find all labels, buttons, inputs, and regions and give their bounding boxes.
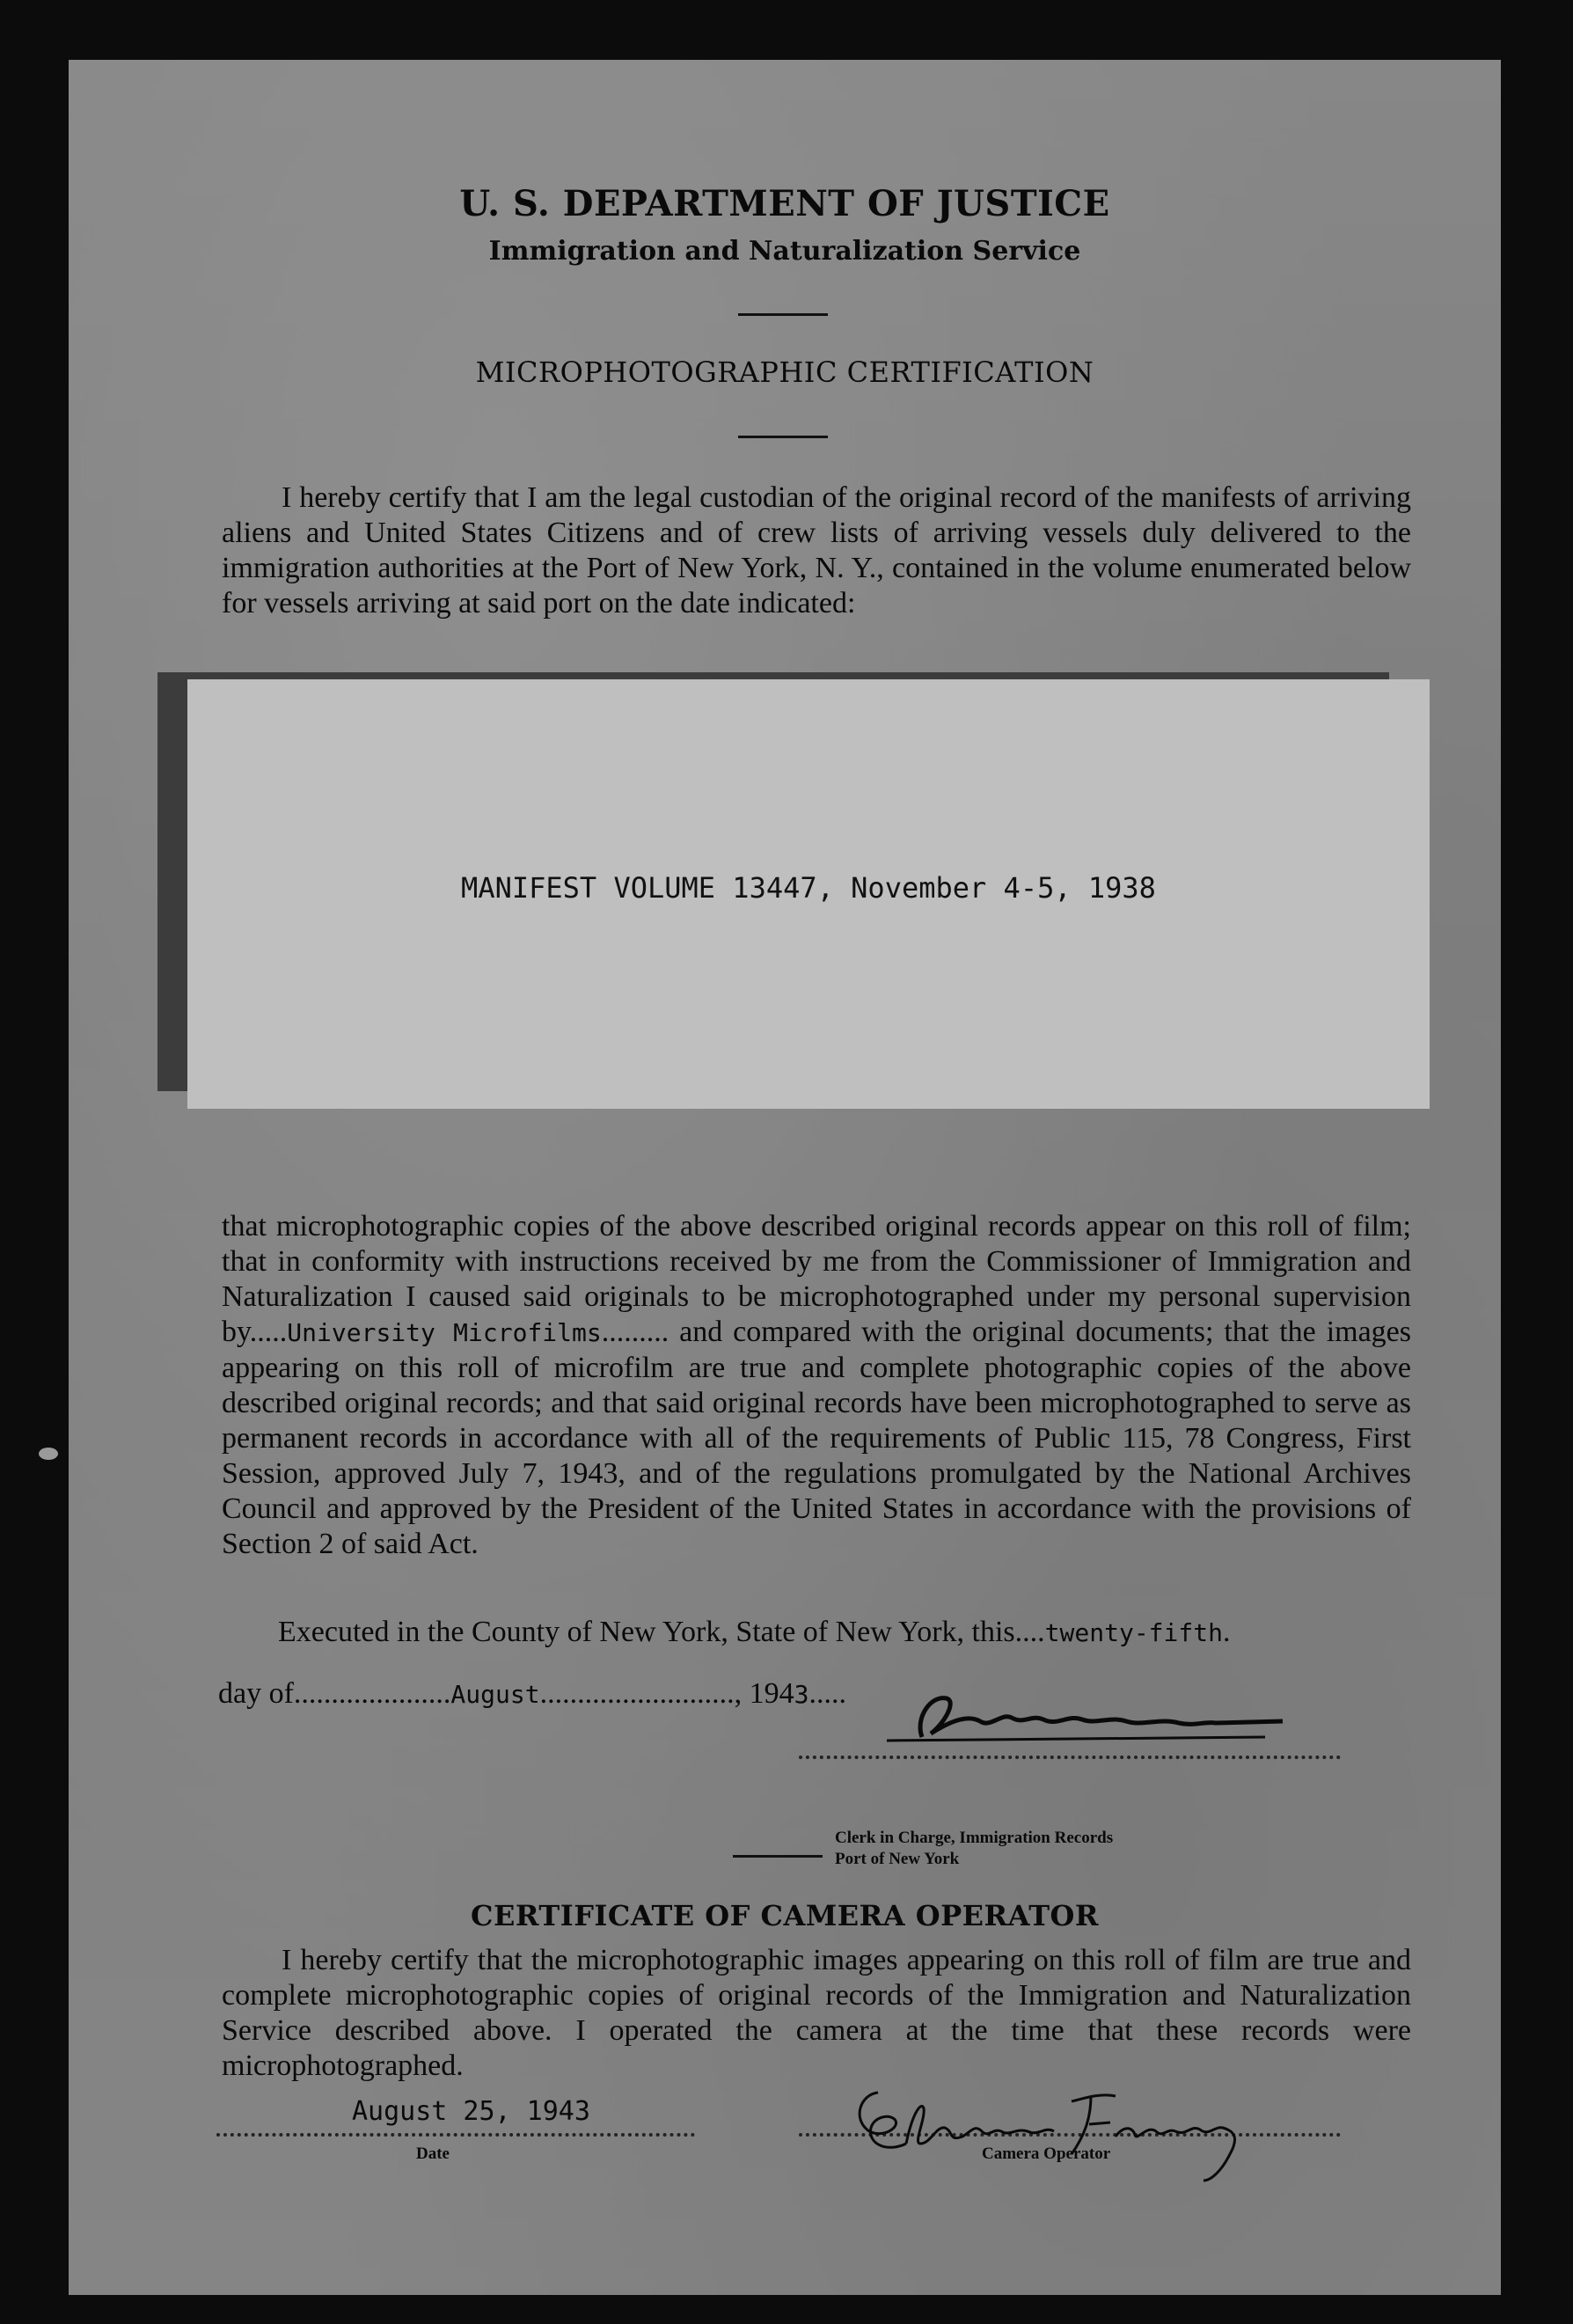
certification-title: MICROPHOTOGRAPHIC CERTIFICATION: [475, 356, 1094, 389]
clerk-caption-line2: Port of New York: [835, 1850, 960, 1868]
clerk-signature-line: [799, 1756, 1341, 1759]
clerk-caption-line1: Clerk in Charge, Immigration Records: [835, 1829, 1114, 1847]
intro-paragraph: [222, 480, 1411, 621]
date-line: [216, 2133, 695, 2137]
camera-operator-text: I hereby certify that the microphotographic images appearing on this roll of film are true and complete microphotographic copies of original records of the Immigration and Naturalization Service described above. I operated the camera at the time that these records were microphotographed.: [222, 1944, 1411, 2082]
typed-date: August 25, 1943: [352, 2096, 590, 2127]
film-speck: [39, 1448, 58, 1460]
operator-caption: Camera Operator: [982, 2144, 1111, 2163]
department-heading: U. S. DEPARTMENT OF JUSTICE: [459, 183, 1110, 224]
divider: [738, 313, 828, 316]
typed-month: August: [450, 1680, 540, 1709]
typed-company: University Microfilms: [287, 1318, 602, 1347]
executed-prefix: Executed in the County of New York, State of New York, this: [278, 1616, 1015, 1648]
day-of-line: day of.....................August.........................., 1943.....: [218, 1677, 846, 1710]
clerk-caption: [835, 1828, 1113, 1870]
date-caption: Date: [416, 2144, 450, 2163]
camera-operator-title: CERTIFICATE OF CAMERA OPERATOR: [471, 1899, 1099, 1932]
divider: [733, 1855, 823, 1858]
divider: [738, 436, 828, 438]
day-of-label: day of: [218, 1677, 294, 1710]
service-subheading: Immigration and Naturalization Service: [488, 236, 1081, 267]
manifest-slip: [187, 679, 1430, 1109]
year-prefix: , 194: [734, 1677, 794, 1710]
executed-line: Executed in the County of New York, State of New York, this....twenty-fifth.: [278, 1616, 1231, 1648]
manifest-volume-text: MANIFEST VOLUME 13447, November 4-5, 1938: [461, 871, 1156, 905]
certificate-page: [69, 60, 1501, 2295]
typed-day: twenty-fifth: [1044, 1618, 1223, 1647]
body-paragraph: that microphotographic copies of the above described original records appear on this roll of film; that in conformity with instructions received by me from the Commissioner of Immigration and Naturalization I caused said originals to be microphotographed under my personal supervision by.....University Microfilms......... and compared with the original documents; that the images appearing on this roll of microfilm are true and complete photographic copies of the above described original records; and that said original records have been microphotographed to serve as permanent records in accordance with all of the requirements of Public 115, 78 Congress, First Session, approved July 7, 1943, and of the regulations promulgated by the National Archives Council and approved by the President of the United States in accordance with the provisions of Section 2 of said Act.: [222, 1210, 1412, 1560]
operator-signature: [808, 2040, 1353, 2189]
clerk-signature: [869, 1679, 1362, 1749]
typed-year-digit: 3: [794, 1680, 809, 1709]
intro-text: I hereby certify that I am the legal custodian of the original record of the manifests of arriving aliens and United States Citizens and of crew lists of arriving vessels duly delivered to the immigration authorities at the Port of New York, N. Y., contained in the volume enumerated below for vessels arriving at said port on the date indicated:: [222, 481, 1411, 619]
body-text-part2: and compared with the original documents; that the images appearing on this roll of microfilm are true and complete photographic copies of the above described original records; and that said original records have been microphotographed to serve as permanent records in accordance with all of the requirements of Public 115, 78 Congress, First Session, approved July 7, 1943, and of the regulations promulgated by the National Archives Council and approved by the President of the United States in accordance with the provisions of Section 2 of said Act.: [222, 1316, 1412, 1560]
body-text-part1: that microphotographic copies of the above described original records appear on this roll of film; that in conformity with instructions received by me from the Commissioner of Immigration and Naturalization I caused said originals to be microphotographed under my personal supervision by: [222, 1210, 1411, 1348]
